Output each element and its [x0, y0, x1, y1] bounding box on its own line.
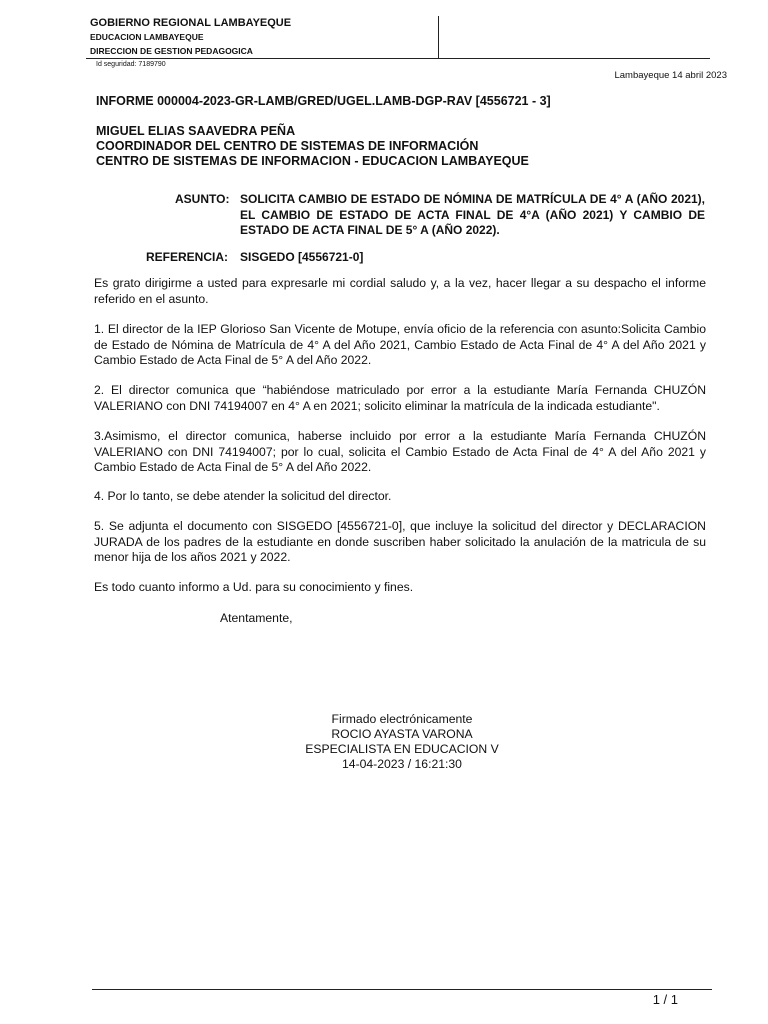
- letterhead-direction: DIRECCION DE GESTION PEDAGOGICA: [90, 46, 253, 56]
- signature-method: Firmado electrónicamente: [331, 712, 473, 726]
- signature-timestamp: 14-04-2023 / 16:21:30: [342, 757, 462, 771]
- page-number: 1 / 1: [652, 992, 678, 1007]
- asunto-text: SOLICITA CAMBIO DE ESTADO DE NÓMINA DE MATRÍCULA DE 4° A (AÑO 2021), EL CAMBIO DE ESTADO DE ACTA FINAL DE 4°A (AÑO 2021) Y CAMBIO DE ESTADO DE ACTA FINAL DE 5° A (AÑO 2022).: [240, 192, 705, 237]
- body-paragraph: 3.Asimismo, el director comunica, haberse incluido por error a la estudiante María Fernanda CHUZÓN VALERIANO con DNI 74194007; por lo cual, solicita el Cambio Estado de Acta Final de 4° A del Año 2021 y Cambio Estado de Acta Final de 5° A del Año 2022.: [94, 429, 706, 475]
- signature-block: [254, 712, 550, 772]
- body-paragraph: 2. El director comunica que “habiéndose matriculado por error a la estudiante María Fernanda CHUZÓN VALERIANO con DNI 74194007 en 4° A en 2021; solicito eliminar la matrícula de la indicada estudiante".: [94, 383, 706, 413]
- body-paragraph: Es todo cuanto informo a Ud. para su conocimiento y fines.: [94, 580, 414, 594]
- security-id: Id seguridad: 7189790: [96, 61, 166, 68]
- sender-block: [96, 124, 529, 169]
- sender-name: MIGUEL ELIAS SAAVEDRA PEÑA: [96, 124, 296, 138]
- body-paragraph: 1. El director de la IEP Glorioso San Vicente de Motupe, envía oficio de la referencia con asunto:Solicita Cambio de Estado de Nómina de Matrícula de 4° A del Año 2021, Cambio Estado de Acta Final de 4° A del Año 2021 y Cambio Estado de Acta Final de 5° A del Año 2022.: [94, 322, 706, 368]
- referencia-text: SISGEDO [4556721-0]: [240, 250, 364, 264]
- closing: Atentamente,: [220, 611, 293, 625]
- letterhead-government: GOBIERNO REGIONAL LAMBAYEQUE: [90, 17, 292, 29]
- place-date: Lambayeque 14 abril 2023: [614, 70, 727, 81]
- signer-name: ROCIO AYASTA VARONA: [331, 727, 473, 741]
- body-paragraph: 4. Por lo tanto, se debe atender la solicitud del director.: [94, 489, 392, 503]
- asunto-label: ASUNTO:: [175, 192, 230, 206]
- body-paragraph: 5. Se adjunta el documento con SISGEDO [4556721-0], que incluye la solicitud del director y DECLARACION JURADA de los padres de la estudiante en donde suscriben haber solicitado la anulación de la matricula de su menor hija de los años 2021 y 2022.: [94, 519, 706, 565]
- signer-title: ESPECIALISTA EN EDUCACION V: [305, 742, 499, 756]
- footer-rule: [92, 989, 712, 990]
- letterhead: [90, 16, 438, 58]
- referencia-label: REFERENCIA:: [146, 250, 229, 264]
- letterhead-separator: [438, 16, 439, 58]
- document-title: INFORME 000004-2023-GR-LAMB/GRED/UGEL.LAMB-DGP-RAV [4556721 - 3]: [96, 94, 551, 108]
- sender-unit: CENTRO DE SISTEMAS DE INFORMACION - EDUCACION LAMBAYEQUE: [96, 154, 529, 168]
- letterhead-education: EDUCACION LAMBAYEQUE: [90, 32, 204, 42]
- letterhead-rule: [86, 58, 710, 59]
- body-paragraph: Es grato dirigirme a usted para expresarle mi cordial saludo y, a la vez, hacer llegar a su despacho el informe referido en el asunto.: [94, 276, 706, 306]
- sender-role: COORDINADOR DEL CENTRO DE SISTEMAS DE INFORMACIÓN: [96, 139, 479, 153]
